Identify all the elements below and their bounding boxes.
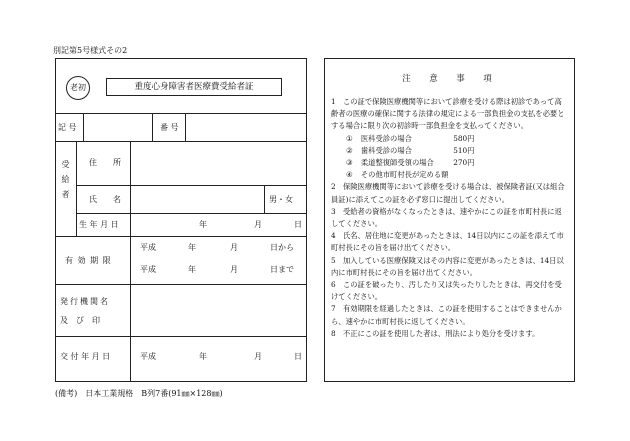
note-item-1: 1 この証で保険医療機関等において診療を受ける際は初診であって高齢者の医療の確保に関する法律の規定による一部負担金の支払を必要とする場合に限り次の初診時一部負担金を支払ってください。 <box>331 97 565 131</box>
fee-value: 270円 <box>453 158 475 168</box>
notes-panel <box>324 58 575 382</box>
fee-mark: ③ <box>346 158 353 168</box>
fee-row <box>331 145 568 157</box>
form-id: 別記第5号様式その2 <box>53 46 128 55</box>
note-item-7: 7 有効期限を経過したときは、この証を使用することはできませんから、速やかに市町村長に返してください。 <box>331 304 562 326</box>
card-title-box <box>106 78 282 96</box>
card-title: 重度心身障害者医療費受給者証 <box>134 82 254 92</box>
fee-row <box>331 169 568 181</box>
fee-label: その他市町村長が定める額 <box>360 170 449 180</box>
notes-heading: 注 意 事 項 <box>402 74 497 84</box>
fee-label: 歯科受診の場合 <box>360 145 412 155</box>
fee-label: 医科受診の場合 <box>360 133 412 143</box>
name-label: 氏 名 <box>89 195 121 204</box>
issue-date-label: 交 付 年 月 日 <box>60 352 111 361</box>
bango-label: 番 号 <box>160 123 179 132</box>
issue-year: 年 <box>199 352 207 361</box>
issue-heisei: 平成 <box>140 352 156 361</box>
dob-year: 年 <box>199 220 207 229</box>
note-item-5: 5 加入している医療保険又はその内容に変更があったときは、14日以内に市町村長にその旨を届け出てください。 <box>331 255 564 277</box>
issue-month: 月 <box>254 352 262 361</box>
valid-from-heisei: 平成 <box>140 243 156 252</box>
fee-mark: ② <box>346 145 353 155</box>
note-item-4: 4 氏名、居住地に変更があったときは、14日以内にこの証を添えて市町村長にその旨を届け出てください。 <box>331 231 564 253</box>
fee-value: 580円 <box>453 133 475 143</box>
valid-to-day: 日まで <box>270 265 294 274</box>
badge <box>66 76 90 100</box>
dob-month: 月 <box>254 220 262 229</box>
note-item-2: 2 保険医療機関等において診療を受ける場合は、被保険者証(又は組合員証)に添えてこの証を必ず窓口に提出してください。 <box>331 182 565 204</box>
address-label: 住 所 <box>89 158 121 167</box>
fee-mark: ④ <box>346 170 353 180</box>
issuer-label-1: 発行機関名 <box>60 297 110 306</box>
fee-label: 柔道整復師受領の場合 <box>360 158 434 168</box>
valid-to-month: 月 <box>230 265 238 274</box>
kigo-label: 記 号 <box>58 123 77 132</box>
fee-row <box>331 133 568 145</box>
note-item-8: 8 不正にこの証を使用した者は、刑法により処分を受けます。 <box>331 328 540 338</box>
note-item-6: 6 この証を破ったり、汚したり又は失ったりしたときは、再交付を受けてください。 <box>331 280 562 302</box>
dob-label: 生 年 月 日 <box>79 220 119 229</box>
fee-row <box>331 157 568 169</box>
valid-to-heisei: 平成 <box>140 265 156 274</box>
issuer-label-2: 及 び 印 <box>60 316 100 325</box>
fee-mark: ① <box>346 133 353 143</box>
recipient-label: 受給者 <box>61 160 70 205</box>
sex-label: 男・女 <box>269 195 293 204</box>
valid-from-day: 日から <box>270 243 294 252</box>
fee-value: 510円 <box>453 145 475 155</box>
footnote: (備考) 日本工業規格 B列7番(91㎜×128㎜) <box>55 389 223 398</box>
valid-to-year: 年 <box>188 265 196 274</box>
dob-day: 日 <box>294 220 302 229</box>
valid-label: 有 効 期 限 <box>65 256 112 265</box>
valid-from-month: 月 <box>230 243 238 252</box>
badge-text: 老初 <box>70 83 86 92</box>
issue-day: 日 <box>294 352 302 361</box>
valid-from-year: 年 <box>188 243 196 252</box>
note-item-3: 3 受給者の資格がなくなったときは、速やかにこの証を市町村長に返してください。 <box>331 206 562 229</box>
